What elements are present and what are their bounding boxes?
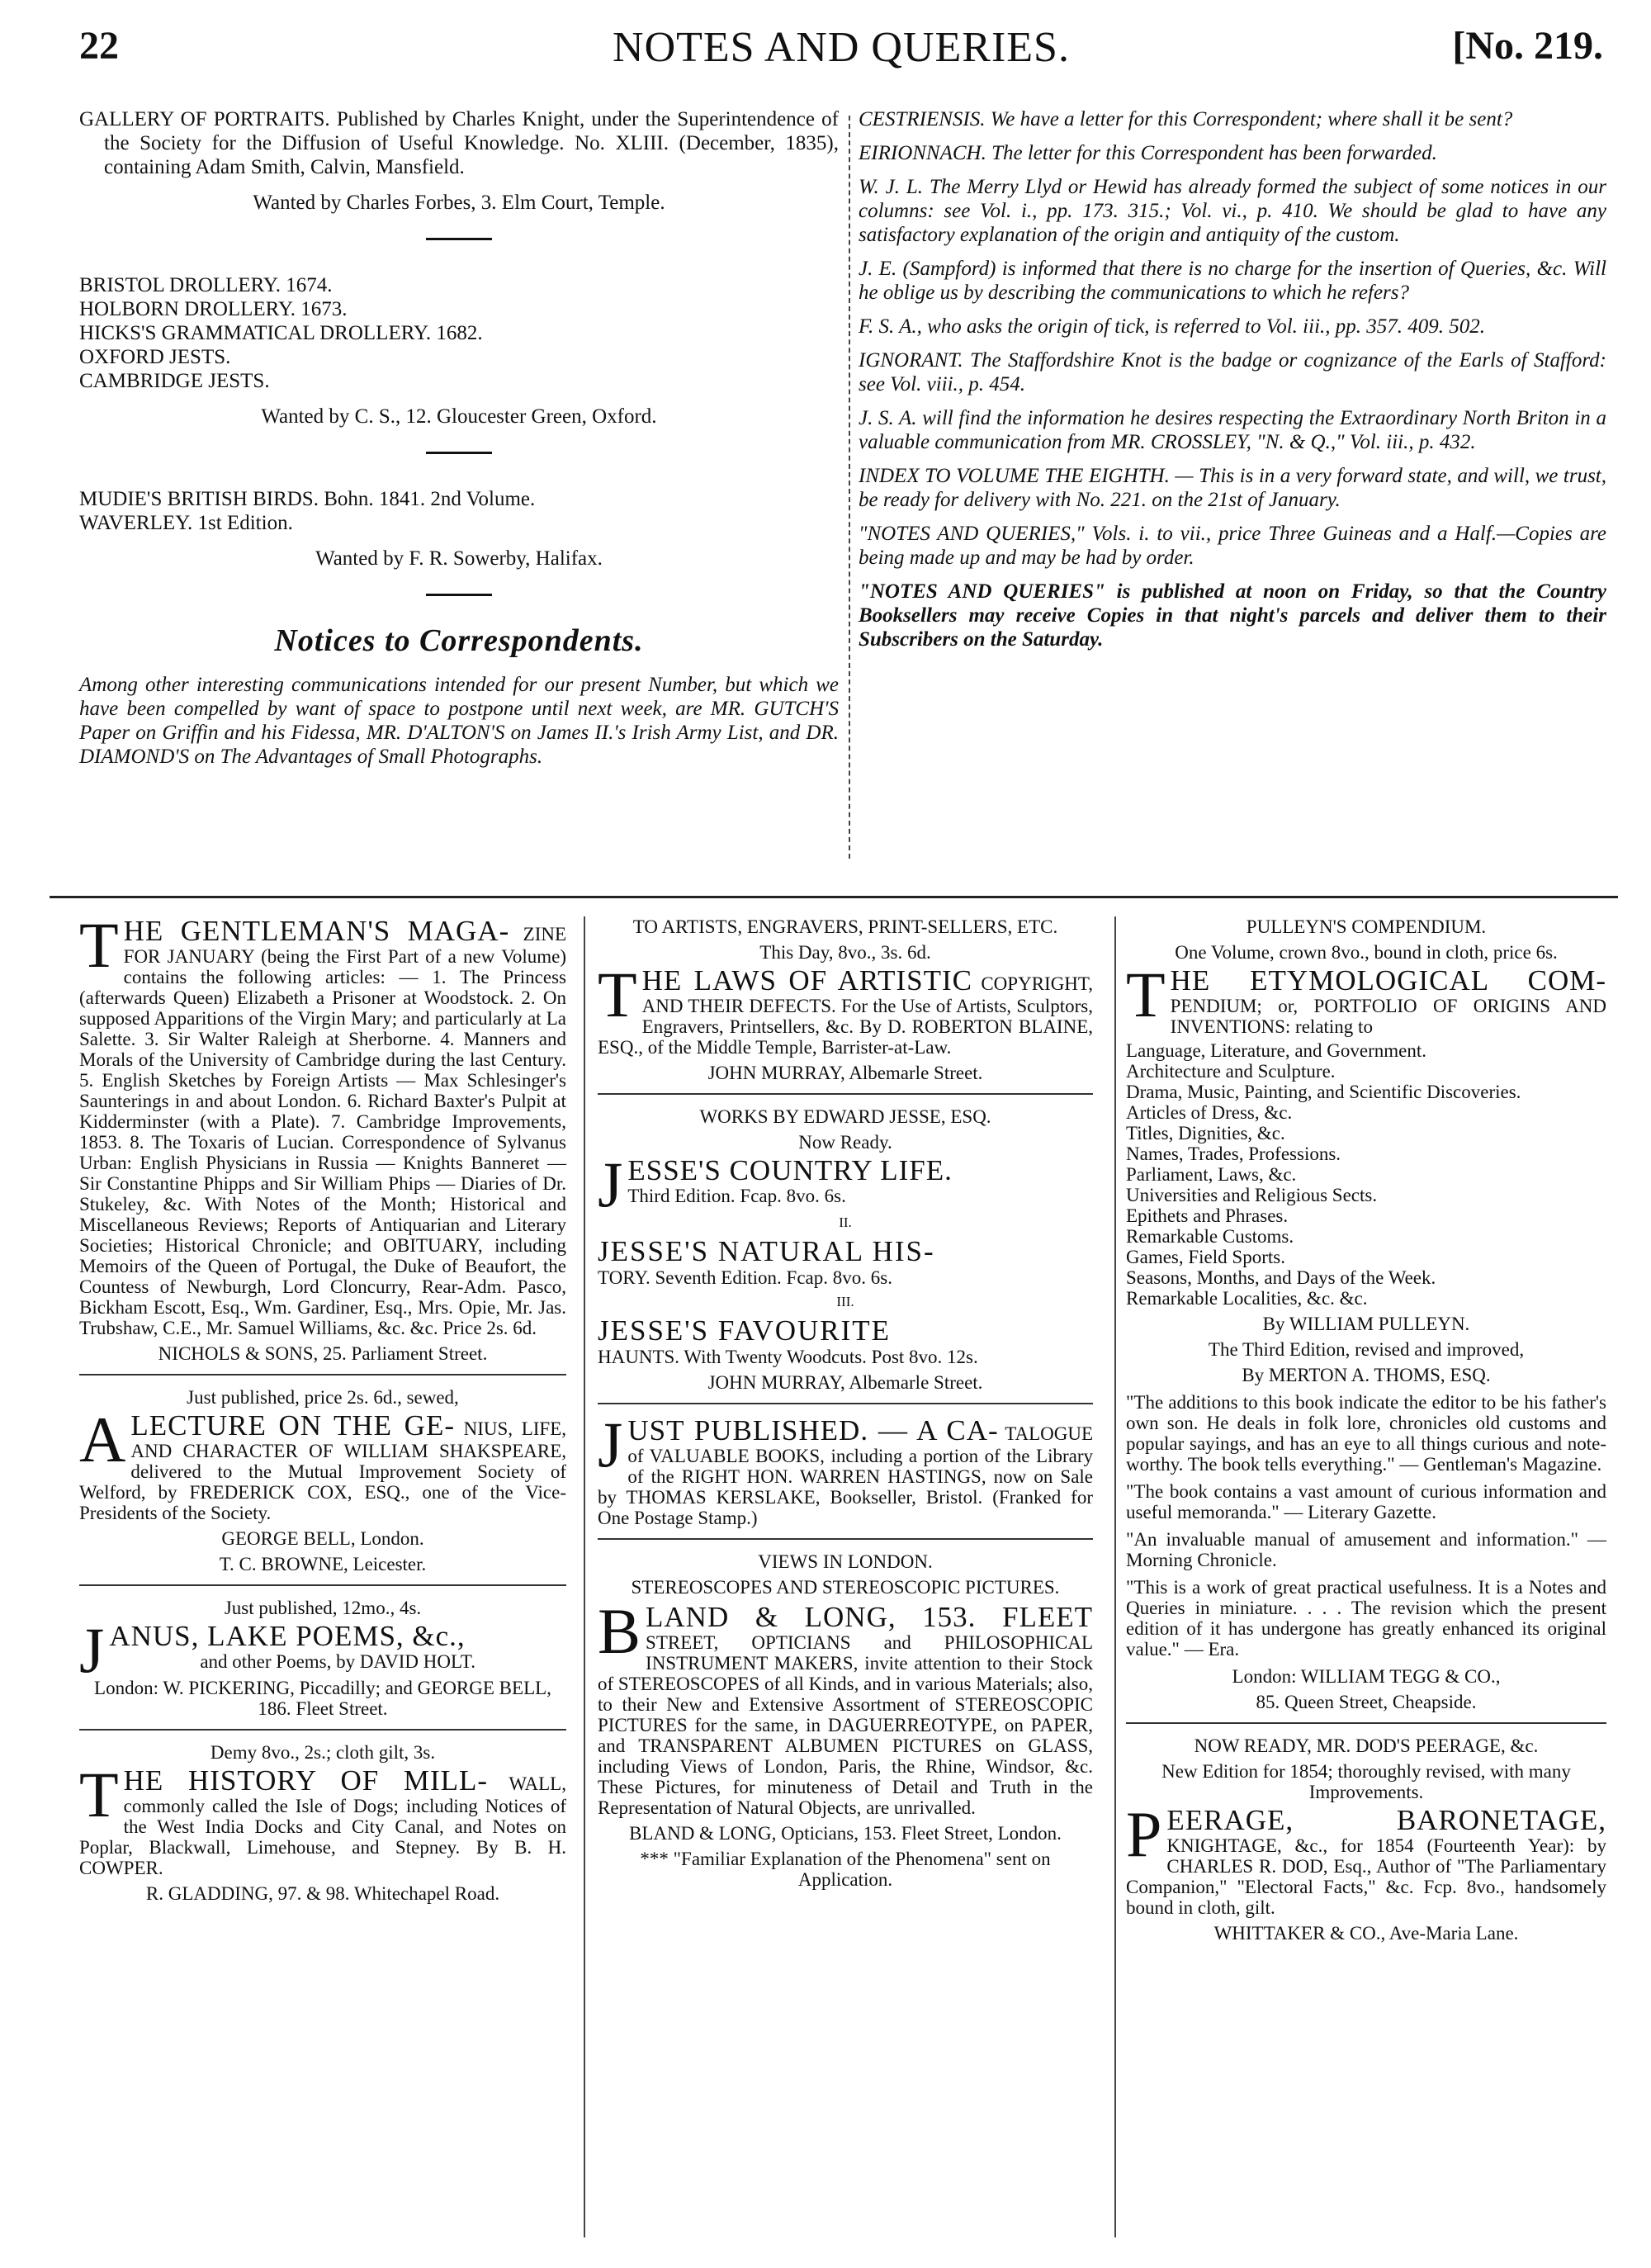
divider [426, 452, 492, 454]
divider [1126, 1722, 1606, 1724]
ad-title: UST PUBLISHED. — A CA- [627, 1414, 999, 1447]
ad-title: ESSE'S COUNTRY LIFE. [627, 1154, 953, 1186]
drop-cap: B [598, 1595, 641, 1667]
drop-cap: J [79, 1614, 105, 1686]
divider [426, 238, 492, 240]
list-item: Articles of Dress, &c. [1126, 1102, 1293, 1123]
ad-author: By WILLIAM PULLEYN. [1262, 1314, 1470, 1334]
divider [598, 1538, 1093, 1540]
ad-catalogue [598, 1409, 1093, 1528]
ad-preface: Now Ready. [798, 1132, 892, 1153]
ad-title: HE LAWS OF ARTISTIC [641, 964, 972, 997]
ad-body: HAUNTS. With Twenty Woodcuts. Post 8vo. 12s. [598, 1347, 978, 1367]
ad-publisher: London: W. PICKERING, Piccadilly; and GEORGE BELL, 186. Fleet Street. [94, 1678, 551, 1719]
notice-item: "NOTES AND QUERIES," Vols. i. to vii., price Three Guineas and a Half.—Copies are being made up and may be had by order. [859, 523, 1606, 569]
notice-item: J. E. (Sampford) is informed that there is no charge for the insertion of Queries, &c. Will he oblige us by describing the communications to which he refers? [859, 258, 1606, 304]
wanted-item: HOLBORN DROLLERY. 1673. [79, 298, 348, 320]
ad-preface: Demy 8vo., 2s.; cloth gilt, 3s. [210, 1742, 436, 1763]
ad-publisher: 85. Queen Street, Cheapside. [1256, 1692, 1477, 1712]
list-item: Architecture and Sculpture. [1126, 1061, 1336, 1082]
list-item: Parliament, Laws, &c. [1126, 1164, 1297, 1185]
ad-body: ZINE FOR JANUARY (being the First Part of a new Volume) contains the following articles: — 1. The Princess (afterwards Queen) Elizabeth a Prisoner at Woodstock. 2. On supposed Apparitions of the Virgin Mary; and particularly at La Salette. 3. Sir Walter Raleigh at Sherborne. 4. Manners and Morals of the University of Cambridge during the last Century. 5. English Sketches by Foreign Artists — Max Schlesinger's Saunterings in and about London. 6. Richard Baxter's Pulpit at Kidderminster (with a Plate). 7. Cambridge Improvements, 1853. 8. The Toxaris of Lucian. Correspondence of Sylvanus Urban: English Physicians in Russia — Knights Banneret — Sir Constantine Phipps and Sir William Phips — Diaries of Dr. Stukeley, &c. With Notes of the Month; Historical and Miscellaneous Reviews; Reports of Antiquarian and Literary Societies; Historical Chronicle; and OBITUARY, including Memoirs of the Queen of Portugal, the Duke of Beaufort, the Countess of Newburgh, Lord Cloncurry, Rear-Adm. Pasco, Bickham Escott, Esq., Wm. Gardiner, Esq., Mrs. Opie, Mr. Jas. Trubshaw, C.E., Mr. Samuel Williams, &c. &c. Price 2s. 6d. [79, 924, 567, 1338]
drop-cap: P [1126, 1798, 1162, 1870]
ad-dods-peerage [1126, 1735, 1606, 1944]
ad-artistic-copyright [598, 916, 1093, 1083]
issue-number: [No. 219. [1452, 24, 1603, 68]
divider [79, 1584, 566, 1586]
ad-title: LECTURE ON THE GE- [130, 1409, 455, 1442]
ad-body: and other Poems, by DAVID HOLT. [200, 1651, 476, 1672]
wanted-item: OXFORD JESTS. [79, 346, 231, 368]
ad-title: HE HISTORY OF MILL- [123, 1764, 489, 1797]
ad-title: JESSE'S FAVOURITE [598, 1314, 892, 1347]
contents-list [1126, 1040, 1606, 1309]
ad-heading: VIEWS IN LONDON. [758, 1551, 933, 1572]
ad-body: Third Edition. Fcap. 8vo. 6s. [627, 1186, 846, 1206]
notice-item: INDEX TO VOLUME THE EIGHTH. — This is in a very forward state, and will, we trust, be ready for delivery with No. 221. on the 21st of January. [859, 465, 1606, 511]
notice-item: CESTRIENSIS. We have a letter for this Correspondent; where shall it be sent? [859, 108, 1513, 130]
divider [79, 1729, 566, 1731]
notices-column [859, 107, 1606, 875]
column-divider [849, 116, 850, 859]
divider [79, 1374, 566, 1375]
ad-preface: One Volume, crown 8vo., bound in cloth, price 6s. [1175, 942, 1558, 963]
ad-stereoscopes [598, 1551, 1093, 1890]
ad-title: HE ETYMOLOGICAL COM- [1170, 964, 1606, 997]
ad-body: STREET, OPTICIANS and PHILOSOPHICAL INSTRUMENT MAKERS, invite attention to their Stock of STEREOSCOPES of all Kinds, and in various Materials; also, to their New and Extensive Assortment of STEREOSCOPIC PICTURES for the same, in DAGUERREOTYPE, on PAPER, and TRANSPARENT ALBUMEN PICTURES on GLASS, including Views of London, Paris, the Rhine, Windsor, &c. These Pictures, for minuteness of Detail and Truth in the Representation of Natural Objects, are unrivalled. [598, 1632, 1093, 1818]
ad-reviser: By MERTON A. THOMS, ESQ. [1242, 1365, 1491, 1385]
ad-publisher: NICHOLS & SONS, 25. Parliament Street. [158, 1343, 488, 1364]
ad-publisher: R. GLADDING, 97. & 98. Whitechapel Road. [145, 1883, 500, 1904]
notice-item: F. S. A., who asks the origin of tick, is referred to Vol. iii., pp. 357. 409. 502. [859, 315, 1486, 338]
ad-pulleyn-compendium [1126, 916, 1606, 1712]
ad-edition: The Third Edition, revised and improved, [1208, 1339, 1525, 1360]
ad-body: TALOGUE of VALUABLE BOOKS, including a portion of the Library of the RIGHT HON. WARREN HASTINGS, now on Sale by THOMAS KERSLAKE, Bookseller, Bristol. (Franked for One Postage Stamp.) [598, 1423, 1093, 1528]
list-item: Names, Trades, Professions. [1126, 1143, 1341, 1164]
ad-title: HE GENTLEMAN'S MAGA- [123, 915, 510, 947]
ad-body: NIUS, LIFE, AND CHARACTER OF WILLIAM SHAKSPEARE, delivered to the Mutual Improvement Society of Welford, by FREDERICK COX, ESQ., one of the Vice-Presidents of the Society. [79, 1418, 566, 1523]
ad-publisher: JOHN MURRAY, Albemarle Street. [707, 1372, 983, 1393]
advertisements [79, 909, 1606, 2237]
ad-publisher: JOHN MURRAY, Albemarle Street. [707, 1063, 983, 1083]
divider [426, 594, 492, 596]
ad-title: EERAGE, BARONETAGE, [1166, 1804, 1606, 1836]
list-item: Remarkable Customs. [1126, 1226, 1294, 1247]
wanted-item: MUDIE'S BRITISH BIRDS. Bohn. 1841. 2nd Volume. [79, 488, 536, 510]
review-quote: "This is a work of great practical usefulness. It is a Notes and Queries in miniature. . . . The revision which the present edition of it has undergone has greatly enhanced its original value." — Era. [1126, 1577, 1606, 1660]
ad-body: KNIGHTAGE, &c., for 1854 (Fourteenth Year): by CHARLES R. DOD, Esq., Author of "The Parliamentary Companion," "Electoral Facts," &c. Fcp. 8vo., handsomely bound in cloth, gilt. [1126, 1835, 1606, 1918]
ad-title: LAND & LONG, 153. FLEET [646, 1601, 1093, 1633]
notices-intro: Among other interesting communications intended for our present Number, but which we have been compelled by want of space to postpone until next week, are MR. GUTCH'S Paper on Griffin and his Fidessa, MR. D'ALTON'S on James II.'s Irish Army List, and DR. DIAMOND'S on The Advantages of Small Photographs. [79, 674, 839, 768]
ad-preface: Just published, price 2s. 6d., sewed, [187, 1387, 459, 1408]
section-divider [50, 896, 1618, 898]
drop-cap: T [598, 959, 637, 1030]
ad-body: TORY. Seventh Edition. Fcap. 8vo. 6s. [598, 1267, 892, 1288]
ad-jesse-works [598, 1106, 1093, 1393]
wanted-books-column [79, 107, 839, 875]
list-item: Titles, Dignities, &c. [1126, 1123, 1285, 1143]
notice-item: W. J. L. The Merry Llyd or Hewid has already formed the subject of some notices in our columns: see Vol. i., pp. 173. 315.; Vol. vi., p. 410. We should be glad to have any satisfactory explanation of the origin and antiquity of the custom. [859, 176, 1606, 246]
drop-cap: J [598, 1409, 623, 1480]
ad-column-1 [79, 909, 567, 2237]
column-divider [584, 916, 585, 2237]
review-quote: "The additions to this book indicate the editor to be his father's own son. He deals in folk lore, chronicles old customs and popular sayings, and has an eye to all things curious and note-worthy. The book tells everything." — Gentleman's Magazine. [1126, 1392, 1606, 1475]
ad-body: COPYRIGHT, AND THEIR DEFECTS. For the Use of Artists, Sculptors, Engravers, Printsellers, &c. By D. ROBERTON BLAINE, ESQ., of the Middle Temple, Barrister-at-Law. [598, 973, 1094, 1058]
ad-preface: Just published, 12mo., 4s. [224, 1598, 422, 1618]
notice-item: IGNORANT. The Staffordshire Knot is the badge or cognizance of the Earls of Stafford: see Vol. viii., p. 454. [859, 349, 1606, 395]
review-quote: "An invaluable manual of amusement and information." — Morning Chronicle. [1126, 1529, 1606, 1570]
page-number: 22 [79, 24, 119, 68]
notice-item: EIRIONNACH. The letter for this Correspondent has been forwarded. [859, 142, 1437, 164]
ad-publisher: WHITTAKER & CO., Ave-Maria Lane. [1213, 1923, 1519, 1944]
ad-janus [79, 1598, 566, 1719]
ad-heading: PULLEYN'S COMPENDIUM. [1246, 916, 1487, 937]
wanted-by: Wanted by Charles Forbes, 3. Elm Court, Temple. [253, 192, 665, 214]
divider [598, 1093, 1093, 1095]
review-quote: "The book contains a vast amount of curious information and useful memoranda." — Literary Gazette. [1126, 1481, 1606, 1522]
ad-note: *** "Familiar Explanation of the Phenomena" sent on Application. [640, 1849, 1051, 1890]
ad-heading: TO ARTISTS, ENGRAVERS, PRINT-SELLERS, ETC. [632, 916, 1058, 937]
list-item: Remarkable Localities, &c. &c. [1126, 1288, 1368, 1309]
list-item: Epithets and Phrases. [1126, 1205, 1289, 1226]
ad-gentlemans-magazine [79, 909, 567, 1364]
drop-cap: T [79, 909, 119, 981]
list-item: Seasons, Months, and Days of the Week. [1126, 1267, 1436, 1288]
ad-heading: WORKS BY EDWARD JESSE, ESQ. [699, 1106, 991, 1127]
ad-publisher: London: WILLIAM TEGG & CO., [1232, 1666, 1501, 1687]
ad-column-3 [1126, 916, 1606, 2237]
wanted-item: BRISTOL DROLLERY. 1674. [79, 274, 333, 296]
divider [598, 1403, 1093, 1404]
drop-cap: J [598, 1148, 623, 1220]
ad-preface: This Day, 8vo., 3s. 6d. [759, 942, 931, 963]
drop-cap: T [79, 1759, 119, 1830]
ad-title: JESSE'S NATURAL HIS- [598, 1235, 935, 1267]
column-divider [1114, 916, 1116, 2237]
list-item: Universities and Religious Sects. [1126, 1185, 1378, 1205]
ad-body: WALL, commonly called the Isle of Dogs; including Notices of the West India Docks and City Canal, and Notes on Poplar, Blackwall, Limehouse, and Stepney. By B. H. COWPER. [79, 1773, 566, 1878]
list-item: Games, Field Sports. [1126, 1247, 1285, 1267]
ad-publisher: GEORGE BELL, London. [221, 1528, 424, 1549]
ad-preface: New Edition for 1854; thoroughly revised, with many Improvements. [1161, 1761, 1571, 1802]
running-header [79, 23, 1603, 81]
ad-title: ANUS, LAKE POEMS, &c., [109, 1620, 466, 1652]
list-item: Drama, Music, Painting, and Scientific Discoveries. [1126, 1082, 1521, 1102]
drop-cap: T [1126, 959, 1166, 1030]
top-section [79, 107, 1606, 875]
wanted-item: GALLERY OF PORTRAITS. Published by Charles Knight, under the Superintendence of the Society for the Diffusion of Useful Knowledge. No. XLIII. (December, 1835), containing Adam Smith, Calvin, Mansfield. [79, 108, 839, 178]
wanted-by: Wanted by C. S., 12. Gloucester Green, Oxford. [261, 405, 657, 428]
wanted-item: WAVERLEY. 1st Edition. [79, 512, 293, 534]
list-item: Language, Literature, and Government. [1126, 1040, 1427, 1061]
notice-item: J. S. A. will find the information he desires respecting the Extraordinary North Briton in a valuable communication from MR. CROSSLEY, "N. & Q.," Vol. iii., p. 432. [859, 407, 1606, 453]
ad-publisher: T. C. BROWNE, Leicester. [219, 1554, 427, 1574]
ad-shakspeare-lecture [79, 1387, 566, 1574]
notices-heading: Notices to Correspondents. [274, 623, 644, 658]
ad-body: PENDIUM; or, PORTFOLIO OF ORIGINS AND INVENTIONS: relating to [1170, 996, 1606, 1037]
ad-publisher: BLAND & LONG, Opticians, 153. Fleet Street, London. [629, 1823, 1062, 1844]
wanted-item: HICKS'S GRAMMATICAL DROLLERY. 1682. [79, 322, 483, 344]
ad-heading: NOW READY, MR. DOD'S PEERAGE, &c. [1194, 1735, 1539, 1756]
drop-cap: A [79, 1404, 126, 1475]
roman-numeral: III. [836, 1294, 854, 1309]
ad-heading: STEREOSCOPES AND STEREOSCOPIC PICTURES. [631, 1577, 1060, 1598]
ad-millwall [79, 1742, 566, 1904]
ad-column-2 [598, 916, 1093, 2237]
roman-numeral: II. [839, 1214, 852, 1230]
journal-title: NOTES AND QUERIES. [613, 24, 1070, 71]
wanted-item: CAMBRIDGE JESTS. [79, 370, 270, 392]
notice-item: "NOTES AND QUERIES" is published at noon on Friday, so that the Country Booksellers may receive Copies in that night's parcels and deliver them to their Subscribers on the Saturday. [859, 580, 1606, 651]
wanted-by: Wanted by F. R. Sowerby, Halifax. [315, 547, 603, 570]
